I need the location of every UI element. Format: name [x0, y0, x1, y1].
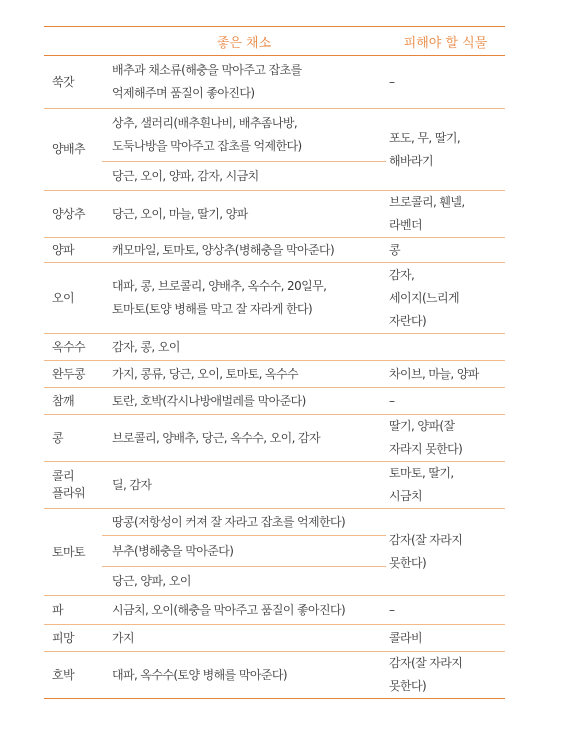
plants-to-avoid-cell [386, 191, 505, 238]
vegetable-name [44, 462, 102, 509]
table-row [44, 238, 505, 263]
table-row [44, 625, 505, 652]
good-vegetables-cell-line: 당근, 오이, 양파, 감자, 시금치 [112, 168, 259, 183]
plants-to-avoid-cell-line: 콩 [389, 242, 400, 257]
plants-to-avoid-cell-line: 시금치 [389, 489, 422, 503]
plants-to-avoid-cell [386, 388, 505, 415]
good-vegetables-cell-line: 감자, 콩, 오이 [112, 339, 180, 354]
good-vegetables-cell-line: 대파, 옥수수(토양 병해를 막아준다) [112, 667, 287, 682]
good-vegetables-cell-line: 브로콜리, 양배추, 당근, 옥수수, 오이, 감자 [112, 430, 321, 445]
vegetable-name-line: 쑥갓 [52, 74, 74, 89]
vegetable-name-line: 오이 [52, 290, 74, 305]
table-row [44, 652, 505, 699]
plants-to-avoid-cell [386, 625, 505, 652]
good-vegetables-cell [102, 56, 386, 109]
good-vegetables-cell [102, 596, 386, 625]
plants-to-avoid-cell-line: – [389, 602, 395, 617]
good-vegetables-cell [102, 462, 386, 509]
good-vegetables-cell [102, 567, 386, 596]
plants-to-avoid-cell-line: 감자, [389, 267, 415, 282]
good-vegetables-cell [102, 536, 386, 567]
vegetable-name-line: 피망 [52, 630, 74, 645]
good-vegetables-cell [102, 509, 386, 536]
vegetable-name-line: 플라워 [52, 486, 85, 500]
plants-to-avoid-cell-line: 차이브, 마늘, 양파 [389, 366, 479, 381]
plants-to-avoid-cell-line: 감자(잘 자라지 [389, 533, 463, 547]
good-vegetables-cell-line: 토란, 호박(각시나방애벌레를 막아준다) [112, 393, 306, 408]
good-vegetables-cell [102, 334, 386, 361]
plants-to-avoid-cell-line: 자란다) [389, 313, 427, 328]
good-vegetables-cell-line: 도둑나방을 막아주고 잡초를 억제한다) [112, 139, 302, 153]
table-row [44, 509, 505, 536]
vegetable-name [44, 191, 102, 238]
plants-to-avoid-cell [386, 109, 505, 191]
good-vegetables-cell [102, 238, 386, 263]
vegetable-name-line: 콩 [52, 430, 63, 445]
good-vegetables-cell [102, 263, 386, 334]
good-vegetables-cell-line: 시금치, 오이(해충을 막아주고 품질이 좋아진다) [112, 602, 346, 617]
good-vegetables-cell [102, 191, 386, 238]
vegetable-name [44, 361, 102, 388]
plants-to-avoid-cell [386, 238, 505, 263]
table-row [44, 388, 505, 415]
vegetable-name-line: 양파 [52, 242, 74, 257]
good-vegetables-cell-line: 상추, 샐러리(배추흰나비, 배추좀나방, [112, 116, 298, 130]
vegetable-name-line: 양상추 [52, 206, 85, 221]
companion-planting-table [44, 26, 505, 699]
vegetable-name-line: 완두콩 [52, 366, 85, 381]
good-vegetables-cell-line: 가지, 콩류, 당근, 오이, 토마토, 옥수수 [112, 366, 299, 381]
good-vegetables-cell-line: 캐모마일, 토마토, 양상추(병해충을 막아준다) [112, 242, 335, 257]
table-row [44, 415, 505, 462]
plants-to-avoid-cell-line: 세이지(느리게 [389, 290, 460, 305]
table-row [44, 109, 505, 162]
vegetable-name [44, 625, 102, 652]
good-vegetables-cell-line: 억제해주며 품질이 좋아진다) [112, 86, 255, 100]
plants-to-avoid-cell [386, 462, 505, 509]
plants-to-avoid-cell-line: 브로콜리, 휀넬, [389, 195, 465, 209]
header-plants-to-avoid: 피해야 할 식물 [386, 27, 505, 56]
vegetable-name [44, 238, 102, 263]
plants-to-avoid-cell-line: 못한다) [389, 679, 427, 693]
vegetable-name [44, 263, 102, 334]
vegetable-name [44, 388, 102, 415]
vegetable-name-line: 참깨 [52, 393, 74, 408]
plants-to-avoid-cell-line: 딸기, 양파(잘 [389, 419, 455, 433]
vegetable-name-line: 파 [52, 602, 63, 617]
table-row [44, 191, 505, 238]
plants-to-avoid-cell-line: 못한다) [389, 556, 427, 570]
vegetable-name-line: 옥수수 [52, 339, 85, 354]
vegetable-name [44, 56, 102, 109]
plants-to-avoid-cell [386, 56, 505, 109]
good-vegetables-cell-line: 부추(병해충을 막아준다) [112, 543, 234, 558]
vegetable-name-line: 호박 [52, 667, 74, 682]
plants-to-avoid-cell [386, 596, 505, 625]
plants-to-avoid-cell [386, 415, 505, 462]
table-row [44, 263, 505, 334]
table-row [44, 56, 505, 109]
plants-to-avoid-cell-line: 자라지 못한다) [389, 442, 463, 456]
good-vegetables-cell-line: 배추과 채소류(해충을 막아주고 잡초를 [112, 63, 302, 77]
good-vegetables-cell [102, 109, 386, 162]
plants-to-avoid-cell-line: 라벤더 [389, 218, 422, 232]
good-vegetables-cell [102, 388, 386, 415]
good-vegetables-cell [102, 625, 386, 652]
plants-to-avoid-cell [386, 334, 505, 361]
good-vegetables-cell-line: 땅콩(저항성이 커져 잘 자라고 잡초를 억제한다) [112, 514, 346, 529]
plants-to-avoid-cell-line: 해바라기 [389, 153, 433, 168]
good-vegetables-cell-line: 대파, 콩, 브로콜리, 양배추, 옥수수, 20일무, [112, 279, 327, 293]
plants-to-avoid-cell-line: 토마토, 딸기, [389, 466, 454, 480]
good-vegetables-cell [102, 162, 386, 191]
header-vegetable [44, 27, 102, 56]
plants-to-avoid-cell-line: 감자(잘 자라지 [389, 656, 463, 670]
vegetable-name [44, 334, 102, 361]
good-vegetables-cell [102, 652, 386, 699]
plants-to-avoid-cell [386, 509, 505, 596]
plants-to-avoid-cell-line: 콜라비 [389, 630, 422, 645]
vegetable-name [44, 652, 102, 699]
vegetable-name-line: 콜리 [52, 469, 74, 483]
vegetable-name [44, 415, 102, 462]
good-vegetables-cell-line: 가지 [112, 630, 134, 645]
header-row [44, 27, 505, 56]
vegetable-name-line: 양배추 [52, 142, 85, 156]
table-row [44, 596, 505, 625]
good-vegetables-cell-line: 당근, 오이, 마늘, 딸기, 양파 [112, 206, 248, 221]
vegetable-name [44, 109, 102, 191]
good-vegetables-cell-line: 당근, 양파, 오이 [112, 573, 191, 588]
plants-to-avoid-cell [386, 361, 505, 388]
vegetable-name [44, 509, 102, 596]
good-vegetables-cell [102, 415, 386, 462]
vegetable-name [44, 596, 102, 625]
good-vegetables-cell-line: 토마토(토양 병해를 막고 잘 자라게 한다) [112, 302, 313, 316]
header-good-vegetables: 좋은 채소 [102, 27, 386, 56]
table-row [44, 361, 505, 388]
plants-to-avoid-cell [386, 263, 505, 334]
table-row [44, 334, 505, 361]
vegetable-name-line: 토마토 [52, 544, 85, 559]
plants-to-avoid-cell-line: – [389, 393, 395, 408]
good-vegetables-cell [102, 361, 386, 388]
good-vegetables-cell-line: 딜, 감자 [112, 477, 152, 492]
plants-to-avoid-cell [386, 652, 505, 699]
plants-to-avoid-cell-line: – [389, 74, 395, 89]
plants-to-avoid-cell-line: 포도, 무, 딸기, [389, 130, 461, 145]
table-row [44, 462, 505, 509]
